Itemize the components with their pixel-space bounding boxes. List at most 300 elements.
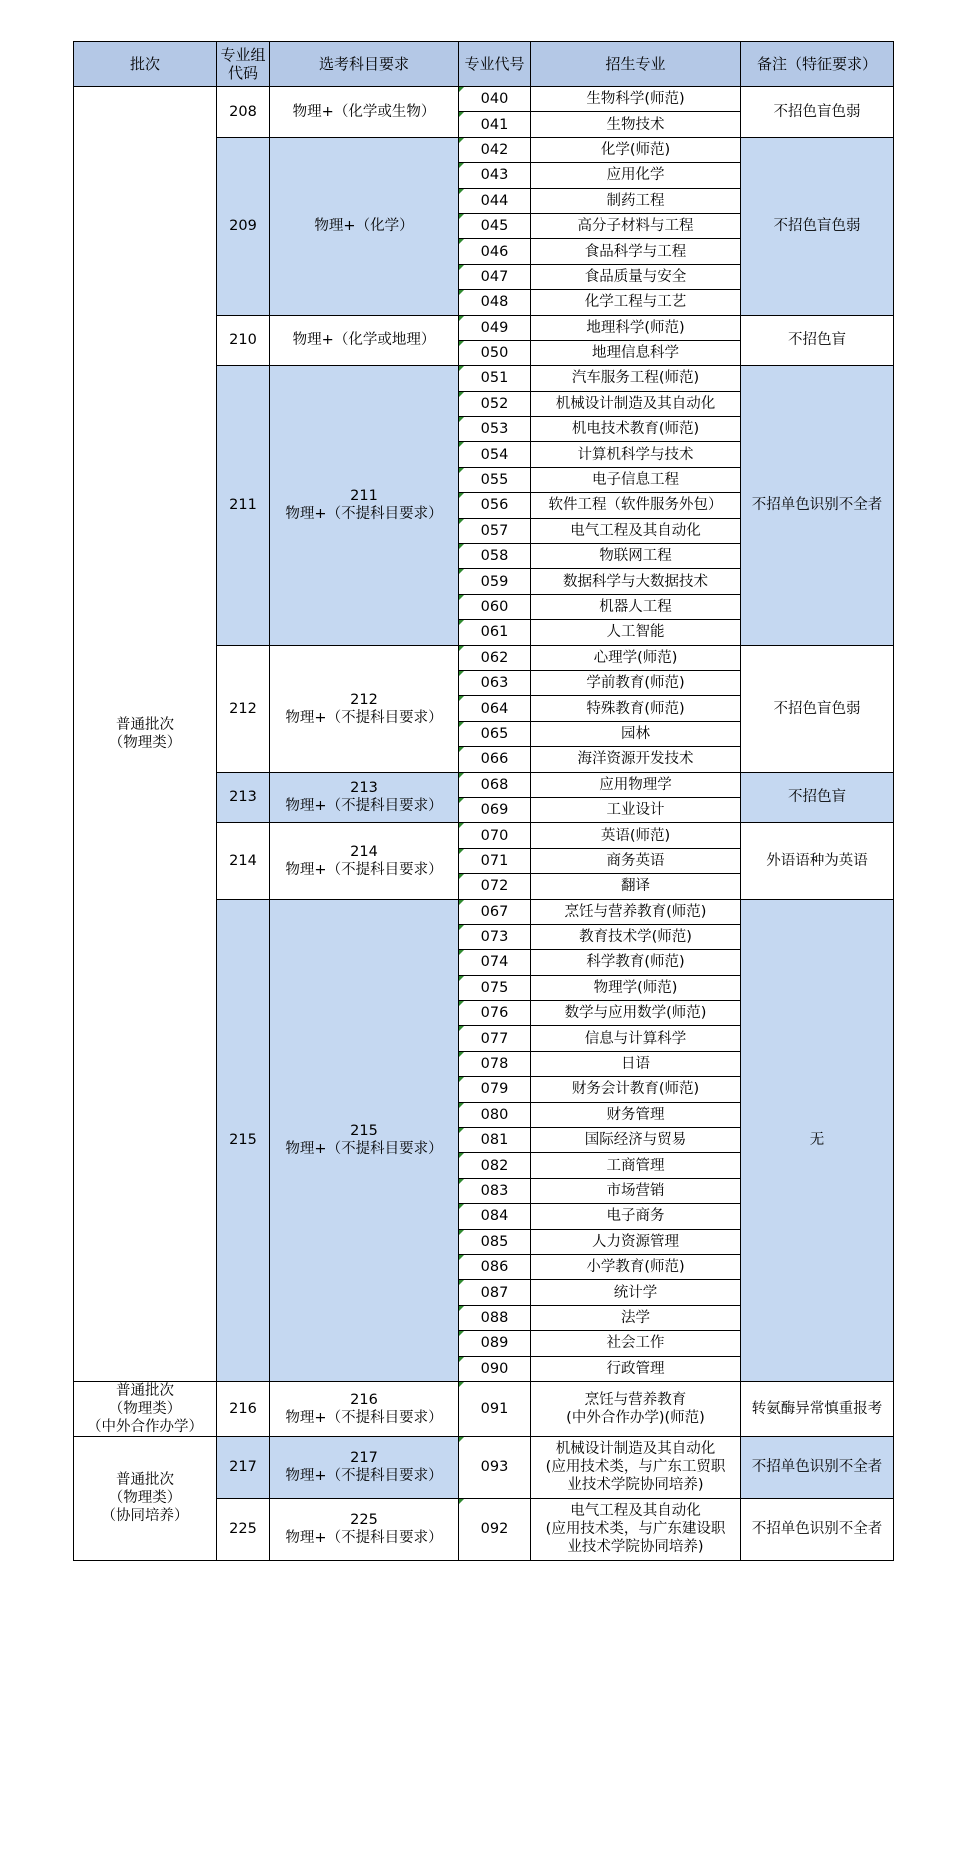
group-code-cell xyxy=(217,899,270,1381)
major-name-cell-text: 汽车服务工程(师范) xyxy=(571,370,700,387)
major-code-cell xyxy=(459,213,531,238)
major-code-cell-text: 048 xyxy=(480,294,509,311)
major-code-cell xyxy=(459,544,531,569)
header-group-code: 专业组代码 xyxy=(217,42,270,87)
major-code-cell-text: 044 xyxy=(480,192,509,209)
subject-requirement-cell-text: 225 xyxy=(350,1512,378,1529)
major-name-cell-text: 应用化学 xyxy=(606,167,665,184)
subject-requirement-cell xyxy=(270,1436,459,1498)
batch-cell-text: （协同培养） xyxy=(101,1508,189,1525)
table-row xyxy=(74,1436,894,1498)
major-name-cell-text: 工商管理 xyxy=(606,1157,665,1174)
group-code-cell xyxy=(217,1498,270,1560)
major-code-cell-text: 061 xyxy=(480,624,509,641)
batch-cell-text: 普通批次 xyxy=(116,1382,174,1399)
group-code-cell xyxy=(217,315,270,366)
major-code-cell xyxy=(459,721,531,746)
major-code-cell xyxy=(459,315,531,340)
subject-requirement-cell xyxy=(270,772,459,823)
note-cell-text: 不招色盲色弱 xyxy=(773,700,861,717)
note-cell xyxy=(741,137,894,315)
major-code-cell xyxy=(459,1305,531,1330)
major-code-cell-text: 054 xyxy=(480,446,509,463)
major-name-cell-text: 计算机科学与技术 xyxy=(577,446,694,463)
major-name-cell-text: 机电技术教育(师范) xyxy=(571,421,700,438)
major-name-cell-text: 海洋资源开发技术 xyxy=(577,751,694,768)
major-name-cell-text: 化学工程与工艺 xyxy=(584,294,687,311)
major-code-cell-text: 093 xyxy=(480,1459,509,1476)
major-code-cell-text: 086 xyxy=(480,1259,509,1276)
group-code-cell-text: 225 xyxy=(229,1521,257,1538)
major-code-cell xyxy=(459,493,531,518)
major-name-cell xyxy=(531,569,741,594)
major-code-cell xyxy=(459,874,531,899)
major-code-cell xyxy=(459,1102,531,1127)
major-name-cell xyxy=(531,1178,741,1203)
major-name-cell xyxy=(531,721,741,746)
major-name-cell-text: 小学教育(师范) xyxy=(586,1259,685,1276)
major-code-cell-text: 058 xyxy=(480,548,509,565)
major-code-cell xyxy=(459,467,531,492)
major-code-cell-text: 087 xyxy=(480,1284,509,1301)
major-name-cell-text: 机械设计制造及其自动化 xyxy=(555,1441,716,1458)
major-name-cell xyxy=(531,1001,741,1026)
major-code-cell xyxy=(459,1498,531,1560)
major-code-cell-text: 040 xyxy=(480,91,509,108)
note-cell xyxy=(741,823,894,899)
group-code-cell-text: 209 xyxy=(229,218,257,235)
note-cell xyxy=(741,315,894,366)
note-cell-text: 不招单色识别不全者 xyxy=(751,1521,883,1538)
major-code-cell-text: 092 xyxy=(480,1521,509,1538)
major-code-cell-text: 080 xyxy=(480,1106,509,1123)
major-name-cell-text: 生物科学(师范) xyxy=(586,91,685,108)
header-major-code: 专业代号 xyxy=(459,42,531,87)
batch-cell xyxy=(74,1436,217,1560)
group-code-cell-text: 216 xyxy=(229,1400,257,1417)
major-name-cell-text: 电子信息工程 xyxy=(592,472,679,489)
major-name-cell xyxy=(531,315,741,340)
major-name-cell-text: 电气工程及其自动化 xyxy=(570,1503,701,1520)
major-name-cell-text: 人力资源管理 xyxy=(592,1233,679,1250)
major-name-cell xyxy=(531,87,741,112)
major-name-cell-text: 机器人工程 xyxy=(599,599,672,615)
subject-requirement-cell xyxy=(270,899,459,1381)
note-cell-text: 不招单色识别不全者 xyxy=(751,497,883,514)
major-code-cell xyxy=(459,823,531,848)
major-code-cell-text: 072 xyxy=(480,878,509,895)
major-name-cell-text: 社会工作 xyxy=(606,1335,665,1352)
major-code-cell-text: 047 xyxy=(480,268,509,285)
major-code-cell-text: 077 xyxy=(480,1030,509,1047)
major-code-cell-text: 084 xyxy=(480,1208,509,1225)
major-code-cell xyxy=(459,1381,531,1436)
major-name-cell xyxy=(531,340,741,365)
major-code-cell-text: 067 xyxy=(480,903,509,920)
major-code-cell xyxy=(459,188,531,213)
major-code-cell xyxy=(459,670,531,695)
major-code-cell-text: 071 xyxy=(480,852,509,869)
group-code-cell xyxy=(217,645,270,772)
major-code-cell xyxy=(459,1077,531,1102)
major-code-cell xyxy=(459,112,531,137)
subject-requirement-cell-text: 物理+（化学或地理） xyxy=(292,332,436,349)
major-code-cell-text: 042 xyxy=(480,141,509,158)
note-cell-text: 不招色盲色弱 xyxy=(773,103,861,120)
major-code-cell-text: 088 xyxy=(480,1309,509,1326)
subject-requirement-cell xyxy=(270,1498,459,1560)
subject-requirement-cell-text: 214 xyxy=(350,843,378,860)
subject-requirement-cell xyxy=(270,366,459,645)
subject-requirement-cell-text: 217 xyxy=(350,1450,378,1467)
batch-cell-text: （中外合作办学） xyxy=(87,1418,203,1435)
major-name-cell-text: 商务英语 xyxy=(606,852,665,869)
major-name-cell xyxy=(531,1498,741,1560)
group-code-cell-text: 214 xyxy=(229,852,257,869)
note-cell-text: 不招色盲 xyxy=(788,332,846,349)
group-code-cell-text: 215 xyxy=(229,1132,257,1149)
batch-cell xyxy=(74,1381,217,1436)
major-code-cell-text: 068 xyxy=(480,776,509,793)
group-code-cell xyxy=(217,823,270,899)
batch-cell-text: 普通批次 xyxy=(116,716,174,733)
note-cell xyxy=(741,772,894,823)
batch-cell xyxy=(74,87,217,1382)
major-code-cell xyxy=(459,1356,531,1381)
header-subject-requirement: 选考科目要求 xyxy=(270,42,459,87)
subject-requirement-cell-text: 物理+（不提科目要求） xyxy=(285,709,443,726)
major-code-cell-text: 073 xyxy=(480,929,509,946)
major-code-cell-text: 090 xyxy=(480,1360,509,1377)
subject-requirement-cell xyxy=(270,823,459,899)
header-batch: 批次 xyxy=(74,42,217,87)
major-code-cell-text: 056 xyxy=(480,497,509,514)
major-name-cell-text: 化学(师范) xyxy=(600,141,671,158)
batch-cell-text: （物理类） xyxy=(108,1490,182,1507)
header-row xyxy=(74,42,894,87)
note-cell xyxy=(741,1381,894,1436)
major-name-cell-text: 特殊教育(师范) xyxy=(586,700,685,717)
major-name-cell-text: 心理学(师范) xyxy=(593,649,678,666)
major-name-cell xyxy=(531,975,741,1000)
major-name-cell-text: 软件工程（软件服务外包） xyxy=(548,497,723,514)
major-name-cell xyxy=(531,1051,741,1076)
major-name-cell xyxy=(531,1280,741,1305)
major-name-cell-text: (中外合作办学)(师范) xyxy=(566,1409,705,1426)
subject-requirement-cell-text: 物理+（不提科目要求） xyxy=(285,506,443,523)
batch-cell-text: （物理类） xyxy=(108,1400,182,1417)
major-name-cell-text: 数据科学与大数据技术 xyxy=(563,573,708,590)
subject-requirement-cell-text: 物理+（不提科目要求） xyxy=(285,798,443,815)
major-code-cell-text: 066 xyxy=(480,751,509,768)
major-name-cell xyxy=(531,1204,741,1229)
major-name-cell-text: 园林 xyxy=(621,725,650,742)
major-name-cell xyxy=(531,442,741,467)
major-code-cell-text: 059 xyxy=(480,573,509,590)
major-name-cell-text: 市场营销 xyxy=(606,1182,665,1199)
major-code-cell xyxy=(459,1026,531,1051)
major-code-cell xyxy=(459,1254,531,1279)
major-code-cell-text: 064 xyxy=(480,700,509,717)
note-cell xyxy=(741,899,894,1381)
major-code-cell-text: 069 xyxy=(480,802,509,819)
major-code-cell-text: 063 xyxy=(480,675,509,692)
major-name-cell xyxy=(531,848,741,873)
major-name-cell xyxy=(531,797,741,822)
subject-requirement-cell-text: 物理+（不提科目要求） xyxy=(285,1409,443,1426)
major-name-cell xyxy=(531,239,741,264)
major-name-cell xyxy=(531,1102,741,1127)
major-code-cell xyxy=(459,924,531,949)
major-name-cell xyxy=(531,1229,741,1254)
major-code-cell-text: 091 xyxy=(480,1400,509,1417)
major-code-cell-text: 057 xyxy=(480,522,509,539)
major-code-cell xyxy=(459,442,531,467)
major-name-cell xyxy=(531,544,741,569)
major-code-cell xyxy=(459,1001,531,1026)
group-code-cell xyxy=(217,87,270,138)
major-name-cell xyxy=(531,467,741,492)
group-code-cell-text: 211 xyxy=(229,497,257,514)
major-code-cell xyxy=(459,1153,531,1178)
major-name-cell xyxy=(531,518,741,543)
major-name-cell xyxy=(531,366,741,391)
major-name-cell-text: 食品科学与工程 xyxy=(584,243,687,260)
subject-requirement-cell-text: 215 xyxy=(350,1123,378,1140)
major-name-cell xyxy=(531,823,741,848)
major-code-cell xyxy=(459,87,531,112)
major-code-cell xyxy=(459,264,531,289)
major-name-cell xyxy=(531,1436,741,1498)
major-name-cell-text: 英语(师范) xyxy=(600,827,671,844)
major-name-cell xyxy=(531,1331,741,1356)
note-cell xyxy=(741,1498,894,1560)
group-code-cell xyxy=(217,1381,270,1436)
header-note: 备注（特征要求） xyxy=(741,42,894,87)
major-code-cell xyxy=(459,1128,531,1153)
major-code-cell-text: 049 xyxy=(480,319,509,336)
major-name-cell-text: 食品质量与安全 xyxy=(584,268,687,285)
major-code-cell xyxy=(459,340,531,365)
subject-requirement-cell-text: 物理+（化学或生物） xyxy=(292,103,436,120)
major-name-cell xyxy=(531,112,741,137)
subject-requirement-cell xyxy=(270,87,459,138)
major-code-cell-text: 078 xyxy=(480,1056,509,1073)
subject-requirement-cell xyxy=(270,645,459,772)
major-name-cell xyxy=(531,1153,741,1178)
major-code-cell xyxy=(459,366,531,391)
major-name-cell-text: 应用物理学 xyxy=(599,776,672,793)
major-code-cell xyxy=(459,1331,531,1356)
group-code-cell xyxy=(217,772,270,823)
major-code-cell-text: 052 xyxy=(480,395,509,412)
major-name-cell-text: 教育技术学(师范) xyxy=(579,929,692,946)
major-code-cell-text: 082 xyxy=(480,1157,509,1174)
note-cell xyxy=(741,1436,894,1498)
major-code-cell xyxy=(459,772,531,797)
major-code-cell xyxy=(459,1280,531,1305)
subject-requirement-cell-text: 物理+（化学） xyxy=(314,218,414,235)
major-code-cell xyxy=(459,797,531,822)
major-name-cell xyxy=(531,747,741,772)
major-code-cell-text: 075 xyxy=(480,979,509,996)
major-code-cell-text: 070 xyxy=(480,827,509,844)
major-name-cell xyxy=(531,137,741,162)
major-name-cell-text: 烹饪与营养教育(师范) xyxy=(564,903,707,920)
major-name-cell xyxy=(531,264,741,289)
group-code-cell-text: 212 xyxy=(229,700,257,717)
major-name-cell xyxy=(531,1356,741,1381)
major-code-cell xyxy=(459,696,531,721)
major-code-cell-text: 089 xyxy=(480,1335,509,1352)
major-code-cell xyxy=(459,239,531,264)
table-row xyxy=(74,1381,894,1436)
major-name-cell xyxy=(531,645,741,670)
major-code-cell-text: 065 xyxy=(480,725,509,742)
major-code-cell-text: 051 xyxy=(480,370,509,387)
major-name-cell-text: 国际经济与贸易 xyxy=(584,1132,687,1149)
major-name-cell-text: 地理科学(师范) xyxy=(586,319,685,336)
major-name-cell-text: 物联网工程 xyxy=(599,548,672,565)
header-major-name: 招生专业 xyxy=(531,42,741,87)
major-name-cell-text: 财务管理 xyxy=(606,1106,665,1123)
subject-requirement-cell-text: 213 xyxy=(350,780,378,797)
major-name-cell-text: 工业设计 xyxy=(606,802,665,819)
major-name-cell-text: 电子商务 xyxy=(606,1208,665,1225)
group-code-cell-text: 213 xyxy=(229,789,257,806)
major-name-cell-text: 学前教育(师范) xyxy=(586,675,685,692)
major-code-cell-text: 045 xyxy=(480,218,509,235)
major-code-cell xyxy=(459,620,531,645)
major-code-cell-text: 050 xyxy=(480,345,509,362)
major-code-cell xyxy=(459,1178,531,1203)
major-name-cell-text: 人工智能 xyxy=(606,624,665,641)
major-name-cell-text: 财务会计教育(师范) xyxy=(571,1081,700,1098)
major-code-cell-text: 053 xyxy=(480,421,509,438)
major-name-cell xyxy=(531,594,741,619)
major-name-cell-text: 制药工程 xyxy=(606,192,665,209)
major-code-cell-text: 083 xyxy=(480,1182,509,1199)
note-cell xyxy=(741,87,894,138)
major-name-cell xyxy=(531,1128,741,1153)
major-name-cell-text: 信息与计算科学 xyxy=(584,1030,687,1047)
major-name-cell-text: 行政管理 xyxy=(606,1360,665,1377)
major-name-cell-text: 地理信息科学 xyxy=(592,345,679,362)
major-name-cell-text: 科学教育(师范) xyxy=(586,954,685,971)
major-name-cell xyxy=(531,417,741,442)
major-code-cell xyxy=(459,645,531,670)
major-name-cell xyxy=(531,1254,741,1279)
note-cell xyxy=(741,366,894,645)
subject-requirement-cell-text: 物理+（不提科目要求） xyxy=(285,861,443,878)
major-name-cell xyxy=(531,391,741,416)
group-code-cell-text: 208 xyxy=(229,103,257,120)
major-code-cell-text: 060 xyxy=(480,599,509,615)
note-cell xyxy=(741,645,894,772)
major-code-cell xyxy=(459,848,531,873)
major-name-cell-text: 烹饪与营养教育 xyxy=(584,1391,687,1408)
major-code-cell-text: 085 xyxy=(480,1233,509,1250)
major-code-cell-text: 079 xyxy=(480,1081,509,1098)
subject-requirement-cell-text: 216 xyxy=(350,1391,378,1408)
major-name-cell-text: 业技术学院协同培养) xyxy=(567,1539,704,1556)
major-name-cell-text: 高分子材料与工程 xyxy=(577,218,694,235)
subject-requirement-cell xyxy=(270,1381,459,1436)
major-name-cell xyxy=(531,1077,741,1102)
note-cell-text: 无 xyxy=(809,1132,825,1149)
major-name-cell xyxy=(531,1381,741,1436)
batch-cell-text: 普通批次 xyxy=(116,1472,174,1489)
major-code-cell xyxy=(459,518,531,543)
major-name-cell xyxy=(531,696,741,721)
group-code-cell xyxy=(217,137,270,315)
major-name-cell-text: 数学与应用数学(师范) xyxy=(564,1005,707,1022)
major-code-cell xyxy=(459,1436,531,1498)
major-code-cell xyxy=(459,290,531,315)
major-code-cell xyxy=(459,1229,531,1254)
major-code-cell xyxy=(459,569,531,594)
major-name-cell xyxy=(531,620,741,645)
major-code-cell xyxy=(459,391,531,416)
major-code-cell-text: 081 xyxy=(480,1132,509,1149)
major-code-cell-text: 043 xyxy=(480,167,509,184)
major-code-cell-text: 076 xyxy=(480,1005,509,1022)
major-name-cell-text: 电气工程及其自动化 xyxy=(570,522,701,539)
major-name-cell-text: 物理学(师范) xyxy=(593,979,678,996)
subject-requirement-cell-text: 212 xyxy=(350,691,378,708)
major-code-cell-text: 046 xyxy=(480,243,509,260)
note-cell-text: 不招色盲 xyxy=(788,789,846,806)
major-code-cell xyxy=(459,950,531,975)
major-name-cell-text: 法学 xyxy=(621,1309,650,1326)
major-code-cell-text: 074 xyxy=(480,954,509,971)
major-code-cell xyxy=(459,1204,531,1229)
major-name-cell xyxy=(531,213,741,238)
note-cell-text: 不招色盲色弱 xyxy=(773,218,861,235)
subject-requirement-cell-text: 物理+（不提科目要求） xyxy=(285,1530,443,1547)
major-name-cell xyxy=(531,290,741,315)
major-name-cell xyxy=(531,950,741,975)
note-cell-text: 外语语种为英语 xyxy=(766,852,868,869)
major-name-cell xyxy=(531,1026,741,1051)
subject-requirement-cell-text: 物理+（不提科目要求） xyxy=(285,1141,443,1158)
major-code-cell xyxy=(459,163,531,188)
group-code-cell xyxy=(217,1436,270,1498)
subject-requirement-cell-text: 物理+（不提科目要求） xyxy=(285,1468,443,1485)
group-code-cell-text: 210 xyxy=(229,332,257,349)
major-name-cell xyxy=(531,899,741,924)
major-code-cell xyxy=(459,594,531,619)
group-code-cell-text: 217 xyxy=(229,1459,257,1476)
major-name-cell-text: 生物技术 xyxy=(606,116,665,133)
major-name-cell xyxy=(531,924,741,949)
table-row xyxy=(74,87,894,112)
note-cell-text: 不招单色识别不全者 xyxy=(751,1459,883,1476)
admission-table xyxy=(73,41,894,1561)
major-name-cell xyxy=(531,670,741,695)
major-name-cell xyxy=(531,163,741,188)
major-code-cell-text: 062 xyxy=(480,649,509,666)
major-code-cell xyxy=(459,747,531,772)
major-code-cell xyxy=(459,417,531,442)
major-name-cell-text: (应用技术类，与广东建设职 xyxy=(545,1521,726,1538)
major-code-cell xyxy=(459,975,531,1000)
subject-requirement-cell-text: 211 xyxy=(350,488,378,505)
major-name-cell xyxy=(531,493,741,518)
major-name-cell xyxy=(531,188,741,213)
major-name-cell xyxy=(531,874,741,899)
major-code-cell xyxy=(459,1051,531,1076)
